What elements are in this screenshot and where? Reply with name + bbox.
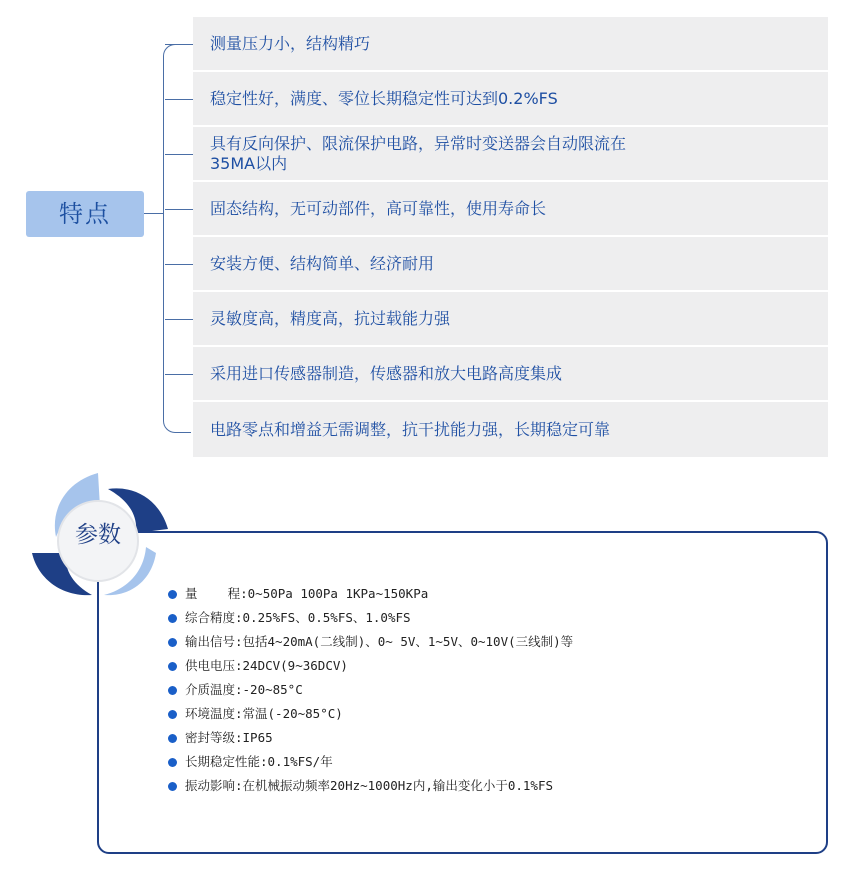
param-label: 综合精度: (185, 610, 243, 625)
bracket-tick (165, 154, 193, 155)
bracket-tick (165, 99, 193, 100)
bracket-tick (165, 319, 193, 320)
feature-item (193, 347, 828, 400)
bullet-icon (168, 638, 177, 647)
feature-text: 安装方便、结构简单、经济耐用 (210, 253, 435, 273)
param-item (168, 582, 573, 606)
param-item (168, 606, 573, 630)
feature-item (193, 17, 828, 70)
bracket-connector (144, 213, 164, 214)
feature-text: 测量压力小，结构精巧 (210, 33, 371, 53)
bracket-tick (165, 264, 193, 265)
param-label: 振动影响: (185, 778, 243, 793)
bullet-icon (168, 782, 177, 791)
feature-text: 灵敏度高，精度高，抗过载能力强 (210, 308, 451, 328)
param-value: 在机械振动频率20Hz~1000Hz内,输出变化小于0.1%FS (242, 778, 553, 793)
param-item (168, 630, 573, 654)
param-value: 24DCV(9~36DCV) (242, 658, 348, 673)
bracket-tick (165, 44, 193, 45)
param-label: 环境温度: (185, 706, 243, 721)
feature-item (193, 237, 828, 290)
param-label: 量 程: (185, 586, 248, 601)
param-item (168, 654, 573, 678)
param-value: -20~85°C (242, 682, 303, 697)
bullet-icon (168, 614, 177, 623)
bullet-icon (168, 758, 177, 767)
param-label: 长期稳定性能: (185, 754, 268, 769)
param-item (168, 750, 573, 774)
param-value: IP65 (242, 730, 273, 745)
feature-item (193, 402, 828, 457)
param-value: 包括4~20mA(二线制)、0~ 5V、1~5V、0~10V(三线制)等 (242, 634, 574, 649)
features-title: 特点 (26, 191, 144, 237)
bullet-icon (168, 710, 177, 719)
feature-item (193, 182, 828, 235)
bullet-icon (168, 734, 177, 743)
param-item (168, 702, 573, 726)
feature-item (193, 72, 828, 125)
param-label: 密封等级: (185, 730, 243, 745)
param-value: 常温(-20~85°C) (242, 706, 343, 721)
feature-text: 采用进口传感器制造，传感器和放大电路高度集成 (210, 363, 563, 383)
param-value: 0~50Pa 100Pa 1KPa~150KPa (247, 586, 429, 601)
feature-text: 固态结构，无可动部件，高可靠性，使用寿命长 (210, 198, 547, 218)
feature-text: 电路零点和增益无需调整，抗干扰能力强，长期稳定可靠 (210, 419, 611, 439)
param-label: 供电电压: (185, 658, 243, 673)
bullet-icon (168, 662, 177, 671)
param-label: 输出信号: (185, 634, 243, 649)
bullet-icon (168, 686, 177, 695)
param-value: 0.1%FS/年 (267, 754, 333, 769)
param-item (168, 678, 573, 702)
param-item (168, 726, 573, 750)
feature-text: 稳定性好，满度、零位长期稳定性可达到0.2%FS (210, 88, 558, 108)
param-value: 0.25%FS、0.5%FS、1.0%FS (242, 610, 411, 625)
bracket-tick (165, 374, 193, 375)
feature-text: 具有反向保护、限流保护电路，异常时变送器会自动限流在35MA以内 (210, 133, 627, 173)
bullet-icon (168, 590, 177, 599)
feature-item (193, 127, 828, 180)
params-list (168, 582, 573, 798)
params-title: 参数 (75, 522, 121, 548)
feature-item (193, 292, 828, 345)
bracket-tick (165, 209, 193, 210)
param-label: 介质温度: (185, 682, 243, 697)
param-item (168, 774, 573, 798)
